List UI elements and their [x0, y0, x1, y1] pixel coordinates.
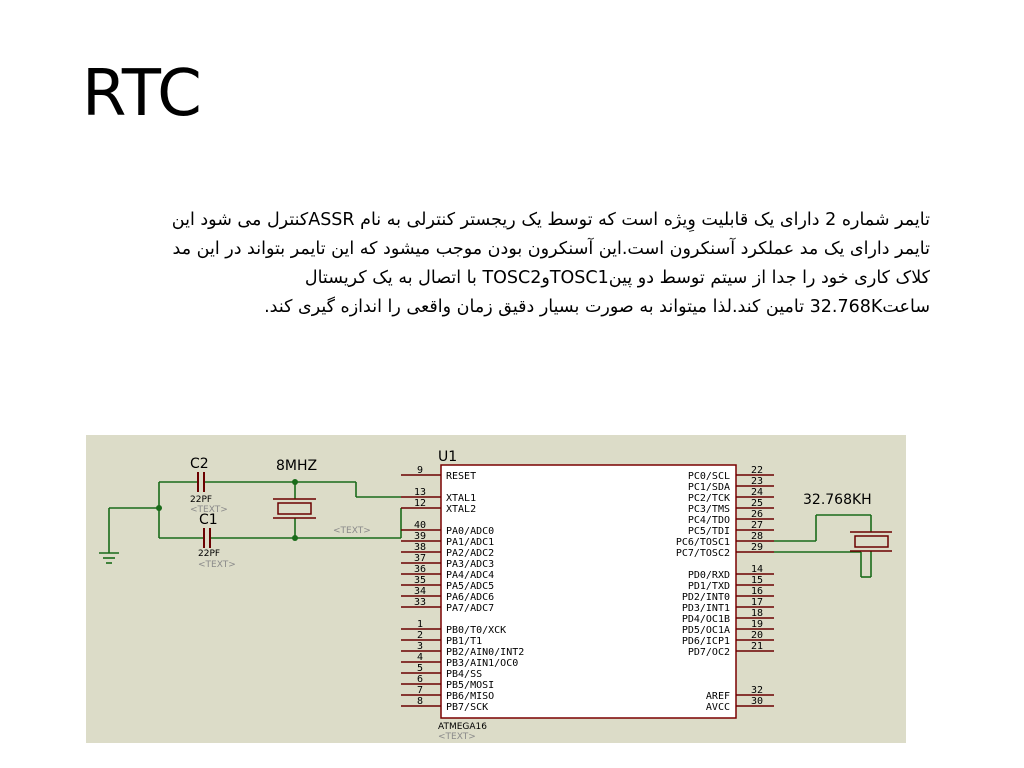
chip-part-label: ATMEGA16 [438, 722, 487, 732]
chip-pin-number: 8 [416, 696, 424, 707]
chip-pin-number: 15 [750, 575, 764, 586]
chip-text-tag: <TEXT> [438, 732, 476, 742]
chip-pin-number: 21 [750, 641, 764, 652]
microcontroller-u1 [401, 449, 774, 742]
chip-pin-name: AVCC [705, 702, 730, 713]
chip-pin-number: 36 [413, 564, 427, 575]
chip-pin-number: 25 [750, 498, 764, 509]
c2-value-label: 22PF [190, 495, 213, 505]
chip-pin-number: 32 [750, 685, 764, 696]
chip-pin-number: 17 [750, 597, 764, 608]
chip-pin-name: PA0/ADC0 [446, 526, 495, 537]
chip-pin-number: 35 [413, 575, 427, 586]
chip-pin-number: 14 [750, 564, 764, 575]
chip-pin-name: PB1/T1 [446, 636, 483, 647]
c1-ref-label: C1 [199, 512, 218, 528]
chip-pin-name: PB7/SCK [446, 702, 489, 713]
ground-symbol [99, 508, 119, 563]
chip-ref-label: U1 [438, 449, 458, 465]
chip-pin-number: 38 [413, 542, 427, 553]
chip-pin-number: 22 [750, 465, 764, 476]
wire-junction [292, 535, 298, 541]
chip-pin-number: 9 [416, 465, 424, 476]
chip-pin-number: 2 [416, 630, 424, 641]
c2-text-tag: <TEXT> [190, 505, 228, 515]
c1-text-tag: <TEXT> [198, 560, 236, 570]
chip-pin-name: PD4/OC1B [681, 614, 730, 625]
schematic-canvas [86, 435, 906, 743]
c1-value-label: 22PF [198, 549, 221, 559]
c2-ref-label: C2 [190, 456, 209, 472]
chip-pin-number: 24 [750, 487, 764, 498]
chip-pin-name: PC7/TOSC2 [675, 548, 730, 559]
chip-pin-number: 4 [416, 652, 424, 663]
chip-pin-number: 30 [750, 696, 764, 707]
chip-pin-number: 39 [413, 531, 427, 542]
chip-pin-number: 33 [413, 597, 427, 608]
chip-pin-name: PC5/TDI [687, 526, 730, 537]
chip-pin-name: PA2/ADC2 [446, 548, 495, 559]
chip-pin-name: PD6/ICP1 [681, 636, 730, 647]
chip-pin-number: 26 [750, 509, 764, 520]
chip-pin-name: PC1/SDA [687, 482, 730, 493]
chip-pin-number: 29 [750, 542, 764, 553]
chip-pin-name: PD5/OC1A [681, 625, 730, 636]
chip-pin-name: PA4/ADC4 [446, 570, 495, 581]
chip-pin-number: 37 [413, 553, 427, 564]
paragraph-line: تایمر شماره 2 دارای یک قابلیت وِیژه است که توسط یک ریجستر کنترلی به نام ASSRکنترل می شود این [171, 210, 930, 230]
chip-pin-name: PC6/TOSC1 [675, 537, 730, 548]
chip-pin-number: 40 [413, 520, 427, 531]
chip-pin-name: PA6/ADC6 [446, 592, 495, 603]
chip-pin-number: 7 [416, 685, 424, 696]
chip-pin-name: PA7/ADC7 [446, 603, 495, 614]
chip-pin-name: PC0/SCL [687, 471, 730, 482]
chip-pin-name: RESET [446, 471, 477, 482]
circuit-schematic [86, 435, 906, 743]
chip-pin-number: 12 [413, 498, 427, 509]
chip-pin-name: PA5/ADC5 [446, 581, 495, 592]
chip-pin-number: 5 [416, 663, 424, 674]
chip-pin-number: 34 [413, 586, 427, 597]
chip-pin-name: PA3/ADC3 [446, 559, 495, 570]
slide-paragraph [80, 206, 930, 322]
chip-pin-name: PB3/AIN1/OC0 [446, 658, 519, 669]
crystal-rtc-label: 32.768KH [803, 492, 872, 508]
chip-pin-number: 6 [416, 674, 424, 685]
chip-pin-name: PC4/TDO [687, 515, 730, 526]
chip-pin-number: 3 [416, 641, 424, 652]
crystal-main-text-tag: <TEXT> [333, 526, 371, 536]
chip-pin-name: PA1/ADC1 [446, 537, 495, 548]
capacitor-c2 [190, 456, 228, 515]
capacitor-c1 [198, 512, 236, 570]
chip-pin-name: PB4/SS [446, 669, 483, 680]
chip-pin-name: PC2/TCK [687, 493, 730, 504]
chip-pin-name: PD3/INT1 [681, 603, 730, 614]
chip-pin-number: 1 [416, 619, 424, 630]
chip-pin-name: XTAL1 [446, 493, 477, 504]
chip-pin-name: PD0/RXD [687, 570, 730, 581]
paragraph-line: تایمر دارای یک مد عملکرد آسنکرون است.این آسنکرون بودن موجب میشود که این تایمر بتواند در این مد [172, 239, 930, 259]
chip-pin-number: 23 [750, 476, 764, 487]
crystal-main-label: 8MHZ [276, 458, 318, 474]
wire-junction [292, 479, 298, 485]
chip-pin-name: PB6/MISO [446, 691, 495, 702]
chip-pin-name: PD2/INT0 [681, 592, 730, 603]
chip-pin-name: XTAL2 [446, 504, 477, 515]
paragraph-line: کلاک کاری خود را جدا از سیتم توسط دو پینTOSC1وTOSC2 با اتصال به یک کریستال [304, 268, 930, 288]
chip-pin-number: 20 [750, 630, 764, 641]
chip-pin-number: 19 [750, 619, 764, 630]
chip-pin-number: 18 [750, 608, 764, 619]
chip-pin-name: PD1/TXD [687, 581, 730, 592]
chip-pin-name: PB5/MOSI [446, 680, 495, 691]
chip-pin-name: PB0/T0/XCK [446, 625, 507, 636]
wire-junction [156, 505, 162, 511]
chip-pin-name: PD7/OC2 [687, 647, 730, 658]
slide-title: RTC [82, 57, 202, 131]
chip-pin-number: 27 [750, 520, 764, 531]
chip-pin-number: 28 [750, 531, 764, 542]
paragraph-line: ساعت32.768K تامین کند.لذا میتواند به صورت بسیار دقیق زمان واقعی را اندازه گیری کند. [264, 297, 930, 317]
chip-pin-name: AREF [705, 691, 730, 702]
chip-pin-name: PC3/TMS [687, 504, 730, 515]
chip-pin-number: 16 [750, 586, 764, 597]
chip-pin-number: 13 [413, 487, 427, 498]
chip-pin-name: PB2/AIN0/INT2 [446, 647, 525, 658]
